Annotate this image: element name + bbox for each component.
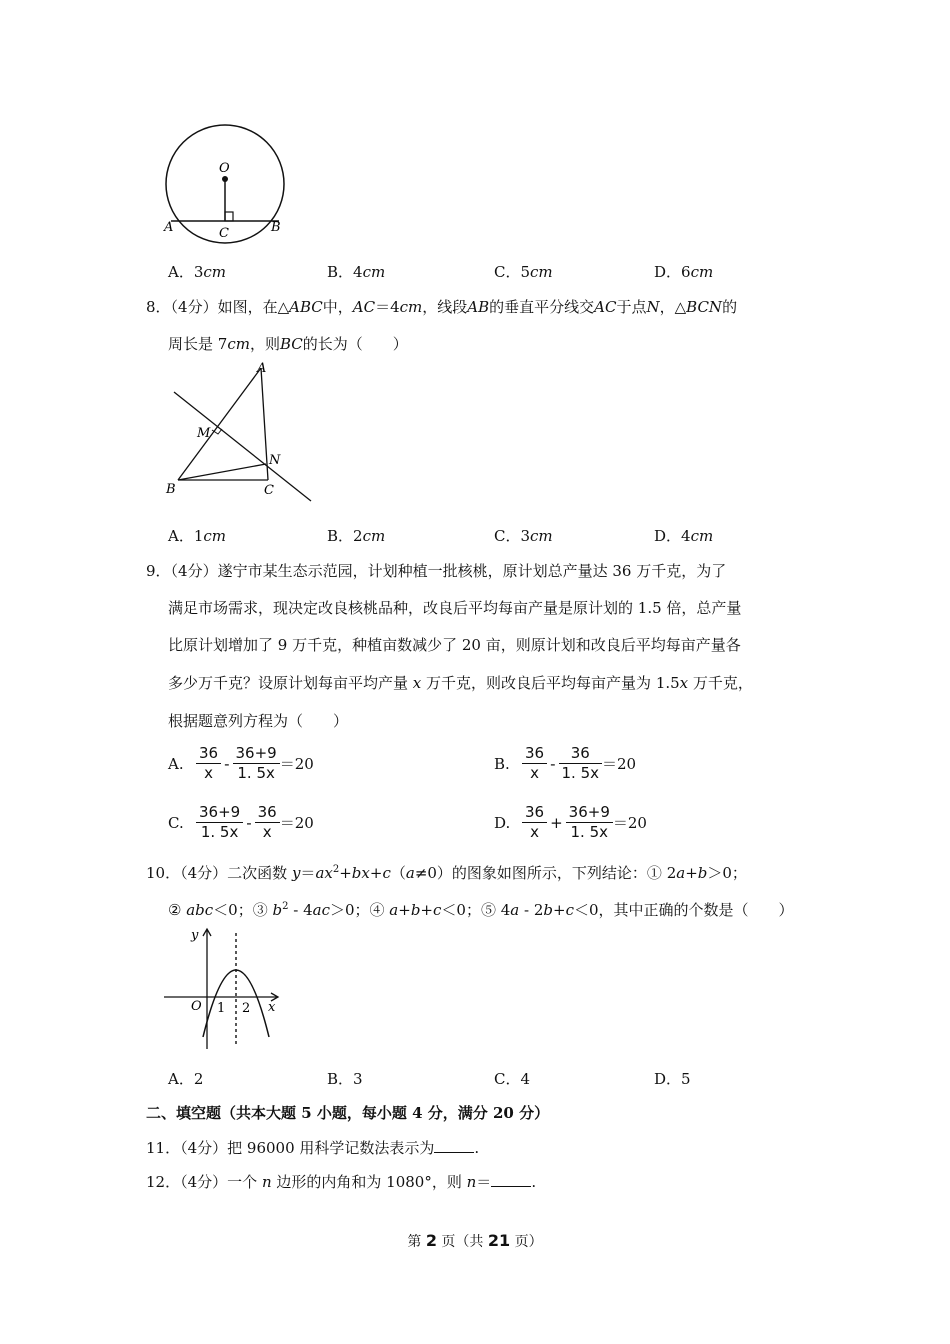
q8-option-d: D．4cm xyxy=(654,527,714,545)
q9-line5: 根据题意列方程为（ ） xyxy=(168,712,349,730)
q7-option-a: A．3cm xyxy=(168,263,227,281)
perpendicular-bisector xyxy=(174,392,311,501)
label-o: O xyxy=(191,999,202,1014)
q12-line: 12．（4分）一个 n 边形的内角和为 1080°，则 n＝ . xyxy=(146,1173,537,1191)
label-b: B xyxy=(271,220,281,235)
label-o: O xyxy=(219,161,230,176)
q8-triangle-figure xyxy=(160,360,320,505)
q8-line1: 8．（4分）如图，在△ABC中，AC＝4cm，线段AB的垂直平分线交AC于点N，△BCN的 xyxy=(146,298,738,316)
q10-option-a: A．2 xyxy=(168,1070,204,1088)
q10-line2: ② abc＜0；③ $b^2 - 4ac>0$；④ a+b+c＜0；⑤ 4a - 2b+c＜0，其中正确的个数是（ ） xyxy=(168,901,794,919)
side-ab xyxy=(178,368,261,480)
label-y: y xyxy=(191,928,199,943)
current-page-number: 2 xyxy=(425,1231,437,1250)
q9-option-c: C. $\frac{36+9}{1. 5x}$ - $\frac{36}{x}$ ＝20 xyxy=(168,803,314,841)
q9-line2: 满足市场需求，现决定改良核桃品种，改良后平均每亩产量是原计划的 1.5 倍，总产量 xyxy=(168,599,742,617)
page-footer: 第 2 页（共 21 页） xyxy=(407,1231,543,1250)
q10-parabola-figure xyxy=(160,925,285,1055)
label-m: M xyxy=(197,426,211,441)
total-pages: 21 xyxy=(487,1231,511,1250)
label-a: A xyxy=(164,220,174,235)
q10-option-b: B．3 xyxy=(327,1070,363,1088)
q10-option-c: C．4 xyxy=(494,1070,531,1088)
q8-option-a: A．1cm xyxy=(168,527,227,545)
center-point xyxy=(222,176,228,182)
q7-option-c: C．5cm xyxy=(494,263,553,281)
q7-option-b: B．4cm xyxy=(327,263,386,281)
q9-line3: 比原计划增加了 9 万千克，种植亩数减少了 20 亩，则原计划和改良后平均每亩产量各 xyxy=(168,636,741,654)
q11-answer-blank[interactable] xyxy=(434,1140,474,1153)
q9-line4: 多少万千克？设原计划每亩平均产量 x 万千克，则改良后平均每亩产量为 1.5x 万千克， xyxy=(168,674,753,692)
section-heading: 二、填空题（共本大题 5 小题，每小题 4 分，满分 20 分） xyxy=(146,1104,550,1122)
label-n: N xyxy=(269,453,281,468)
q9-option-a: A. $\frac{36}{x}$ - $\frac{36+9}{1. 5x}$ ＝20 xyxy=(168,744,314,782)
q8-line2: 周长是 7cm，则BC的长为（ ） xyxy=(168,335,408,353)
q9-option-b: B. $\frac{36}{x}$ - $\frac{36}{1. 5x}$ ＝20 xyxy=(494,744,637,782)
tick-label-1: 1 xyxy=(217,1001,226,1016)
q11-line: 11．（4分）把 96000 用科学记数法表示为 . xyxy=(146,1139,480,1157)
q8-option-c: C．3cm xyxy=(494,527,553,545)
parabola-curve xyxy=(203,970,269,1037)
label-x: x xyxy=(268,1000,276,1015)
q8-option-b: B．2cm xyxy=(327,527,386,545)
label-a: A xyxy=(257,361,267,376)
q9-option-d: D. $\frac{36}{x}$ + $\frac{36+9}{1. 5x}$ ＝20 xyxy=(494,803,647,841)
segment-bn xyxy=(178,464,266,480)
tick-label-2: 2 xyxy=(242,1001,251,1016)
q7-circle-figure xyxy=(158,120,293,245)
q10-line1: 10．（4分）二次函数 $y=ax^2+bx+c(a\ne 0)$的图象如图所示，下列结论：① 2a+b＞0； xyxy=(146,864,747,882)
q12-answer-blank[interactable] xyxy=(491,1174,531,1187)
q7-option-d: D．6cm xyxy=(654,263,714,281)
q10-option-d: D．5 xyxy=(654,1070,691,1088)
q9-line1: 9．（4分）遂宁市某生态示范园，计划种植一批核桃，原计划总产量达 36 万千克，为了 xyxy=(146,562,727,580)
label-c: C xyxy=(219,226,229,241)
label-c: C xyxy=(264,483,274,498)
right-angle-mark xyxy=(225,212,233,221)
label-b: B xyxy=(166,482,176,497)
